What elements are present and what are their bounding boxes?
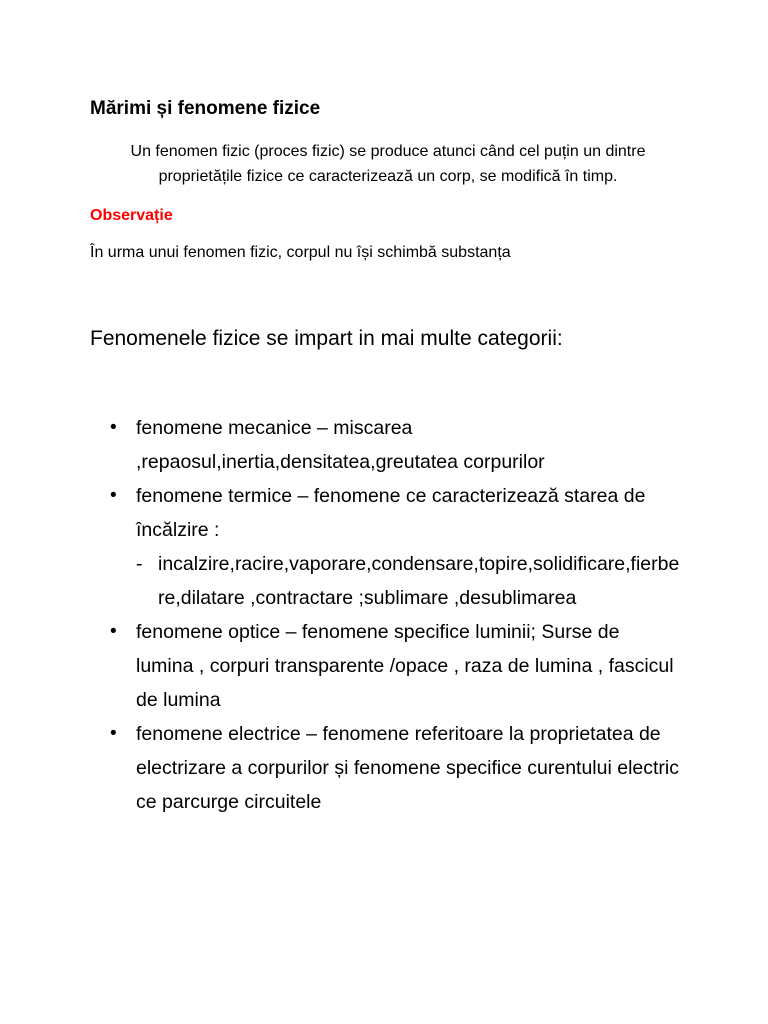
- intro-paragraph: Un fenomen fizic (proces fizic) se produce atunci când cel puțin un dintre proprietățile fizice ce caracterizează un corp, se modifică în timp.: [130, 143, 646, 185]
- sub-list-item: [136, 547, 680, 615]
- category-item-mechanical: [110, 411, 680, 479]
- thermal-sub-list: [136, 547, 680, 615]
- page-title: Mărimi și fenomene fizice: [90, 98, 321, 119]
- category-text: fenomene optice – fenomene specifice luminii; Surse de lumina , corpuri transparente /opace , raza de lumina , fascicul de lumina: [136, 621, 674, 711]
- category-item-optical: [110, 615, 680, 717]
- category-item-thermal: [110, 479, 680, 615]
- bullet-icon: •: [110, 621, 117, 642]
- category-item-electrical: [110, 717, 680, 819]
- bullet-icon: •: [110, 417, 117, 438]
- sub-item-text: incalzire,racire,vaporare,condensare,topire,solidificare,fierbere,dilatare ,contractare ;sublimare ,desublimarea: [158, 553, 680, 609]
- observation-label: Observație: [90, 207, 173, 224]
- bullet-icon: •: [110, 723, 117, 744]
- category-text: fenomene mecanice – miscarea ,repaosul,inertia,densitatea,greutatea corpurilor: [136, 417, 545, 473]
- categories-list: [110, 411, 680, 819]
- category-text: fenomene termice – fenomene ce caracterizează starea de încălzire :: [136, 485, 646, 541]
- categories-heading: Fenomenele fizice se impart in mai multe categorii:: [90, 327, 563, 350]
- category-text: fenomene electrice – fenomene referitoare la proprietatea de electrizare a corpurilor și fenomene specifice curentului electric ce parcurge circuitele: [136, 723, 679, 813]
- bullet-icon: •: [110, 485, 117, 506]
- dash-marker: -: [136, 553, 143, 575]
- observation-text: În urma unui fenomen fizic, corpul nu își schimbă substanța: [90, 244, 511, 261]
